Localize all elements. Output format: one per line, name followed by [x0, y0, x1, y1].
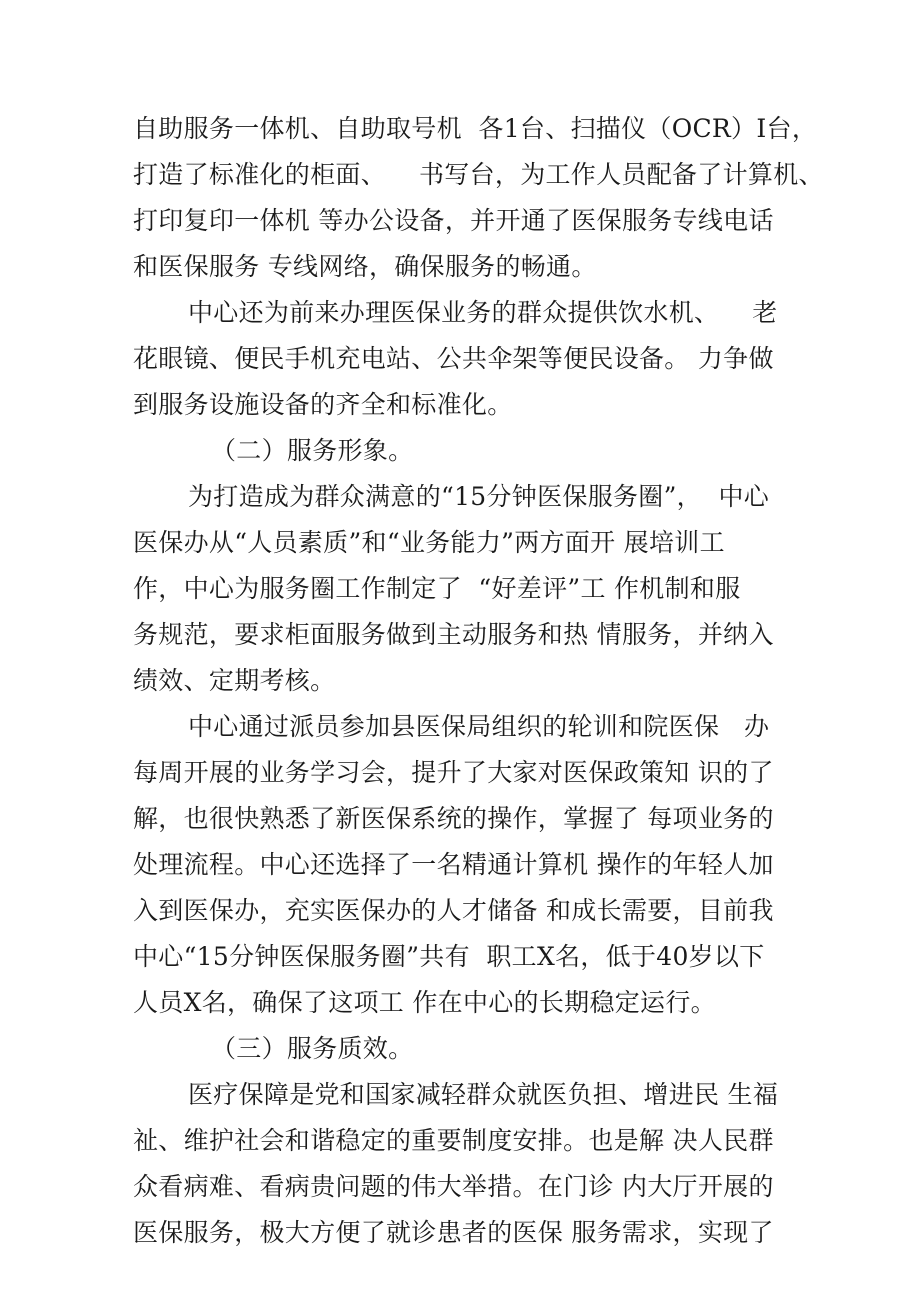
text-line: 打造了标准化的柜面、 书写台，为工作人员配备了计算机、 [133, 160, 824, 189]
text-line: 祉、维护社会和谐稳定的重要制度安排。也是解 决人民群 [133, 1126, 774, 1155]
text-line: 绩效、定期考核。 [133, 666, 336, 695]
section-heading: （三）服务质效。 [211, 1034, 414, 1063]
text-line: 到服务设施设备的齐全和标准化。 [133, 390, 513, 419]
text-line: 处理流程。中心还选择了一名精通计算机 操作的年轻人加 [133, 850, 774, 879]
text-line: 打印复印一体机 等办公设备，并开通了医保服务专线电话 [133, 206, 774, 235]
paragraph-start: 中心通过派员参加县医保局组织的轮训和院医保 办 [188, 712, 770, 741]
section-heading: （二）服务形象。 [211, 436, 414, 465]
text-line: 作，中心为服务圈工作制定了 “好差评”工 作机制和服 [133, 574, 741, 603]
paragraph-start: 为打造成为群众满意的“15分钟医保服务圈”， 中心 [188, 482, 770, 511]
text-line: 医保办从“人员素质”和“业务能力”两方面开 展培训工 [133, 528, 725, 557]
text-line: 众看病难、看病贵问题的伟大举措。在门诊 内大厅开展的 [133, 1172, 774, 1201]
text-line: 解，也很快熟悉了新医保系统的操作，掌握了 每项业务的 [133, 804, 774, 833]
text-line: 和医保服务 专线网络，确保服务的畅通。 [133, 252, 597, 281]
text-line: 务规范，要求柜面服务做到主动服务和热 情服务，并纳入 [133, 620, 774, 649]
text-line: 中心“15分钟医保服务圈”共有 职工X名，低于40岁以下 [133, 942, 765, 971]
text-line: 自助服务一体机、自助取号机 各1台、扫描仪（OCR）I台， [133, 114, 818, 143]
text-line: 医保服务，极大方便了就诊患者的医保 服务需求，实现了 [133, 1218, 774, 1247]
paragraph-start: 中心还为前来办理医保业务的群众提供饮水机、 老 [188, 298, 778, 327]
text-line: 入到医保办，充实医保办的人才储备 和成长需要，目前我 [133, 896, 774, 925]
text-line: 花眼镜、便民手机充电站、公共伞架等便民设备。 力争做 [133, 344, 774, 373]
text-line: 人员X名，确保了这项工 作在中心的长期稳定运行。 [133, 988, 716, 1017]
paragraph-start: 医疗保障是党和国家减轻群众就医负担、增进民 生福 [188, 1080, 779, 1109]
text-line: 每周开展的业务学习会，提升了大家对医保政策知 识的了 [133, 758, 774, 787]
